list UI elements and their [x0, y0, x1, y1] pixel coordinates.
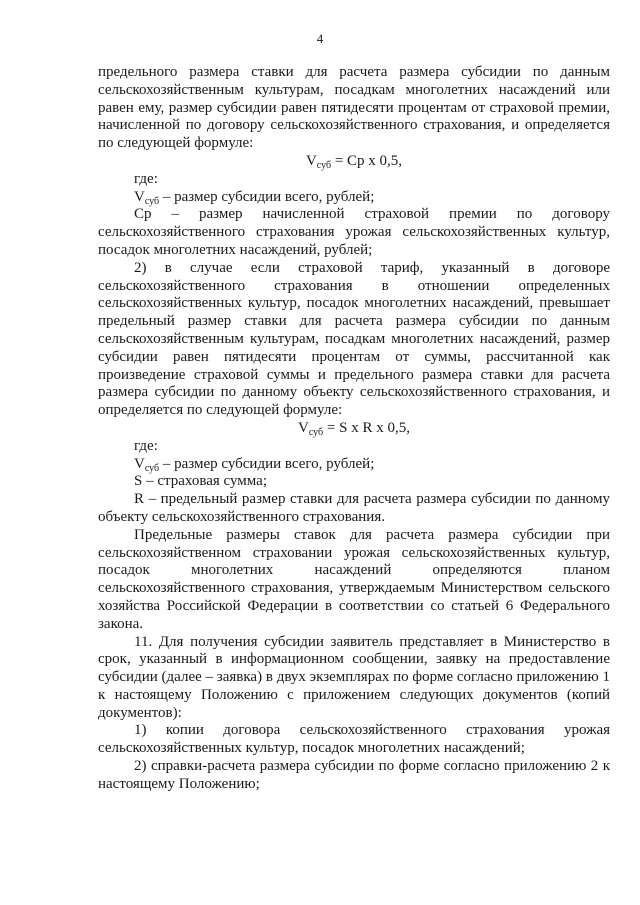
- formula-subsidy-sum: [98, 420, 610, 438]
- definition-variable: V: [134, 188, 145, 205]
- definition-text: – размер субсидии всего, рублей;: [159, 188, 375, 205]
- document-body: [98, 64, 610, 794]
- formula-variable: V: [305, 152, 317, 169]
- document-list-item-2: 2) справки-расчета размера субсидии по форме согласно приложению 2 к настоящему Положению;: [98, 758, 610, 792]
- definition-s: S – страховая сумма;: [134, 473, 267, 490]
- page-number: 4: [316, 31, 324, 46]
- where-label: где:: [134, 170, 158, 187]
- definition-r: R – предельный размер ставки для расчета размера субсидии по данному объекту сельскохозяйственного страхования.: [98, 491, 610, 525]
- definition-subscript: суб: [144, 195, 160, 207]
- paragraph-continuation: предельного размера ставки для расчета размера субсидии по данным сельскохозяйственным культурам, посадкам многолетних насаждений или равен ему, размер субсидии равен пятидесяти процентам от страховой премии, начисленной по договору сельскохозяйственного страхования, и определяется по следующей формуле:: [98, 64, 610, 152]
- document-list-item-1: 1) копии договора сельскохозяйственного страхования урожая сельскохозяйственных культур, посадок многолетних насаждений;: [98, 722, 610, 757]
- formula-subscript: суб: [308, 426, 324, 438]
- where-label: где:: [134, 437, 158, 454]
- definition-subscript: суб: [144, 462, 160, 474]
- list-item-2: 2) в случае если страховой тариф, указанный в договоре сельскохозяйственного страхования в отношении определенных сельскохозяйственных культур, посадок многолетних насаждений, превышает предельный размер ставки для расчета размера субсидии по данным сельскохозяйственным культурам, посадкам многолетних насаждений, размер субсидии равен пятидесяти процентам от суммы, рассчитанной как произведение страховой суммы и предельного размера ставки для расчета размера субсидии по данному объекту сельскохозяйственного страхования, и определяется по следующей формуле:: [98, 259, 610, 419]
- clause-11: 11. Для получения субсидии заявитель представляет в Министерство в срок, указанный в информационном сообщении, заявку на предоставление субсидии (далее – заявка) в двух экземплярах по форме согласно приложению 1 к настоящему Положению с приложением следующих документов (копий документов):: [98, 633, 610, 721]
- definition-cp: Ср – размер начисленной страховой премии по договору сельскохозяйственного страхования урожая сельскохозяйственных культур, посадок многолетних насаждений, рублей;: [98, 206, 610, 258]
- definition-text: – размер субсидии всего, рублей;: [159, 455, 375, 472]
- paragraph-limits: Предельные размеры ставок для расчета размера субсидии при сельскохозяйственном страховании урожая сельскохозяйственных культур, посадок многолетних насаждений определяются планом сельскохозяйственного страхования, утверждаемым Министерством сельского хозяйства Российской Федерации в соответствии со статьей 6 Федерального закона.: [98, 526, 610, 632]
- definition-variable: V: [134, 455, 145, 472]
- definition-v: [98, 456, 610, 474]
- formula-subsidy-premium: [98, 153, 610, 171]
- definition-v: [98, 189, 610, 207]
- formula-variable: V: [298, 419, 309, 436]
- formula-expression: = S х R х 0,5,: [323, 419, 410, 436]
- formula-expression: = Ср х 0,5,: [331, 152, 403, 169]
- formula-subscript: суб: [316, 159, 332, 171]
